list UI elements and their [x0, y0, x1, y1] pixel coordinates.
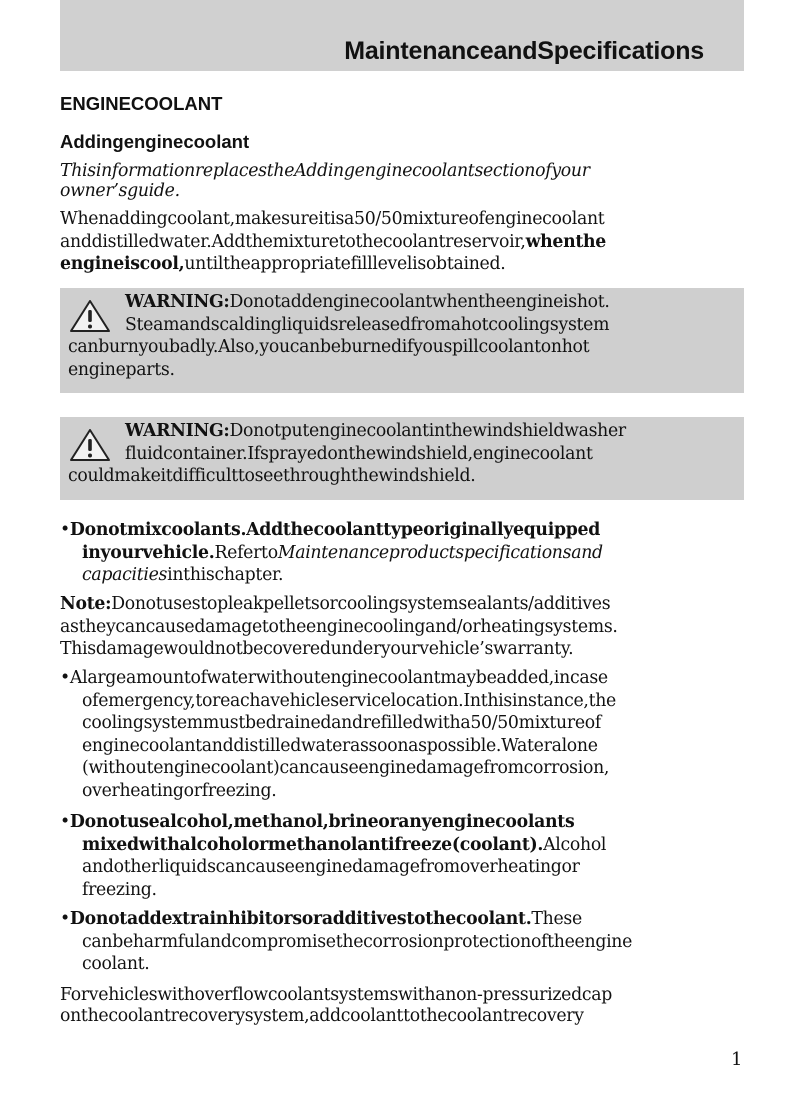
warning-label: WARNING:: [125, 292, 230, 312]
bullet-marker: •: [60, 520, 70, 540]
paragraph-text: untiltheappropriatefilllevelisobtained.: [184, 254, 506, 274]
warning-line: [68, 420, 626, 443]
bullet-line: coolingsystemmustbedrainedandrefilledwitha50/50mixtureof: [82, 713, 601, 733]
bullet-italic-text: Maintenanceproductspecificationsand: [277, 542, 603, 563]
warning-text: [68, 420, 626, 488]
paragraph-line: Whenaddingcoolant,makesureitisa50/50mixtureofenginecoolant: [60, 209, 605, 229]
bullet-no-alcohol: [60, 811, 606, 901]
bullet-bold-text: mixedwithalcoholormethanolantifreeze(coolant).: [82, 834, 544, 855]
bullet-text: Referto: [214, 542, 278, 563]
warning-line-text: Donotputenginecoolantinthewindshieldwasher: [229, 421, 626, 441]
bullet-marker: •: [60, 909, 70, 929]
warning-box-hot-engine: [60, 288, 744, 393]
bullet-line: andotherliquidscancauseenginedamagefromoverheatingor: [82, 857, 580, 877]
bullet-bold-text: Donotmixcoolants.Addthecoolanttypeoriginallyequipped: [69, 520, 601, 540]
bullet-italic-text: capacities: [82, 565, 168, 585]
bullet-line: coolant.: [82, 954, 150, 974]
bullet-no-inhibitors: [60, 908, 632, 976]
intro-line: ThisinformationreplacestheAddingenginecoolantsectionofyour: [60, 161, 590, 181]
bullet-text: inthischapter.: [167, 565, 284, 585]
paragraph-line: Forvehicleswithoverflowcoolantsystemswithanon-pressurizedcap: [60, 985, 612, 1005]
bullet-line: canbeharmfulandcompromisethecorrosionprotectionoftheengine: [82, 931, 633, 952]
adding-paragraph: [60, 208, 750, 276]
note-line: [60, 593, 750, 616]
warning-line: engineparts.: [68, 359, 175, 380]
bullet-line: [60, 519, 603, 542]
bullet-bold-text: Donotusealcohol,methanol,brineoranyenginecoolants: [69, 812, 575, 832]
bullet-marker: •: [60, 668, 70, 688]
bullet-line: [60, 811, 606, 834]
paragraph-line: onthecoolantrecoverysystem,addcoolanttothecoolantrecovery: [60, 1005, 584, 1026]
note-label: Note:: [60, 594, 112, 614]
bullet-line: enginecoolantanddistilledwaterassoonaspossible.Wateralone: [82, 735, 598, 756]
section-title: ENGINECOOLANT: [60, 93, 223, 114]
warning-text: [68, 291, 610, 381]
bullet-line: [60, 667, 616, 690]
note-text: Donotusestopleakpelletsorcoolingsystemsealants/additives: [111, 594, 611, 614]
bullet-line: [60, 834, 606, 857]
warning-line: canburnyoubadly.Also,youcanbeburnedifyouspillcoolantonhot: [68, 337, 590, 357]
warning-line: Steamandscaldingliquidsreleasedfromahotcoolingsystem: [125, 314, 610, 335]
note-line: astheycancausedamagetotheenginecoolingand/orheatingsystems.: [60, 616, 618, 637]
bullet-text: Alcohol: [543, 834, 607, 855]
bullet-marker: •: [60, 812, 70, 832]
warning-box-washer-fluid: [60, 417, 744, 500]
bullet-bold-text: Donotaddextrainhibitorsoradditivestothecoolant.: [69, 909, 532, 929]
paragraph-text: anddistilledwater.Addthemixturetothecoolantreservoir,: [60, 231, 526, 252]
bullet-line: ofemergency,toreachavehicleservicelocation.Inthisinstance,the: [82, 690, 616, 711]
bullet-do-not-mix: [60, 519, 603, 587]
bullet-water-emergency: [60, 667, 616, 802]
bullet-line: freezing.: [82, 879, 157, 900]
warning-line: couldmakeitdifficulttoseethroughthewindshield.: [68, 466, 476, 486]
warning-line: [68, 291, 610, 314]
bullet-text: Alargeamountofwaterwithoutenginecoolantmaybeadded,incase: [69, 668, 608, 688]
bullet-line: [60, 908, 632, 931]
note-line: Thisdamagewouldnotbecoveredunderyourvehicle’swarranty.: [60, 639, 574, 659]
paragraph-line: [60, 253, 750, 276]
warning-line-text: Donotaddenginecoolantwhentheengineishot.: [229, 292, 610, 312]
bullet-line: (withoutenginecoolant)cancauseenginedamagefromcorrosion,: [82, 758, 610, 778]
paragraph-line: [60, 231, 750, 254]
intro-paragraph: [60, 160, 750, 202]
page-header-title: MaintenanceandSpecifications: [344, 37, 704, 65]
header-band: [60, 0, 744, 71]
paragraph-bold-text: whenthe: [525, 231, 607, 252]
bullet-line: [60, 542, 603, 565]
closing-paragraph: [60, 984, 750, 1027]
paragraph-bold-text: engineiscool,: [60, 254, 185, 274]
warning-line: fluidcontainer.Ifsprayedonthewindshield,enginecoolant: [125, 443, 593, 464]
warning-label: WARNING:: [125, 421, 230, 441]
bullet-line: overheatingorfreezing.: [82, 780, 277, 801]
bullet-line: [60, 564, 603, 587]
bullet-text: These: [531, 909, 582, 929]
page-number: 1: [731, 1049, 743, 1070]
bullet-bold-text: inyourvehicle.: [82, 542, 215, 563]
intro-line: owner’sguide.: [60, 180, 180, 201]
subsection-title: Addingenginecoolant: [60, 131, 250, 152]
note-paragraph: [60, 593, 750, 661]
